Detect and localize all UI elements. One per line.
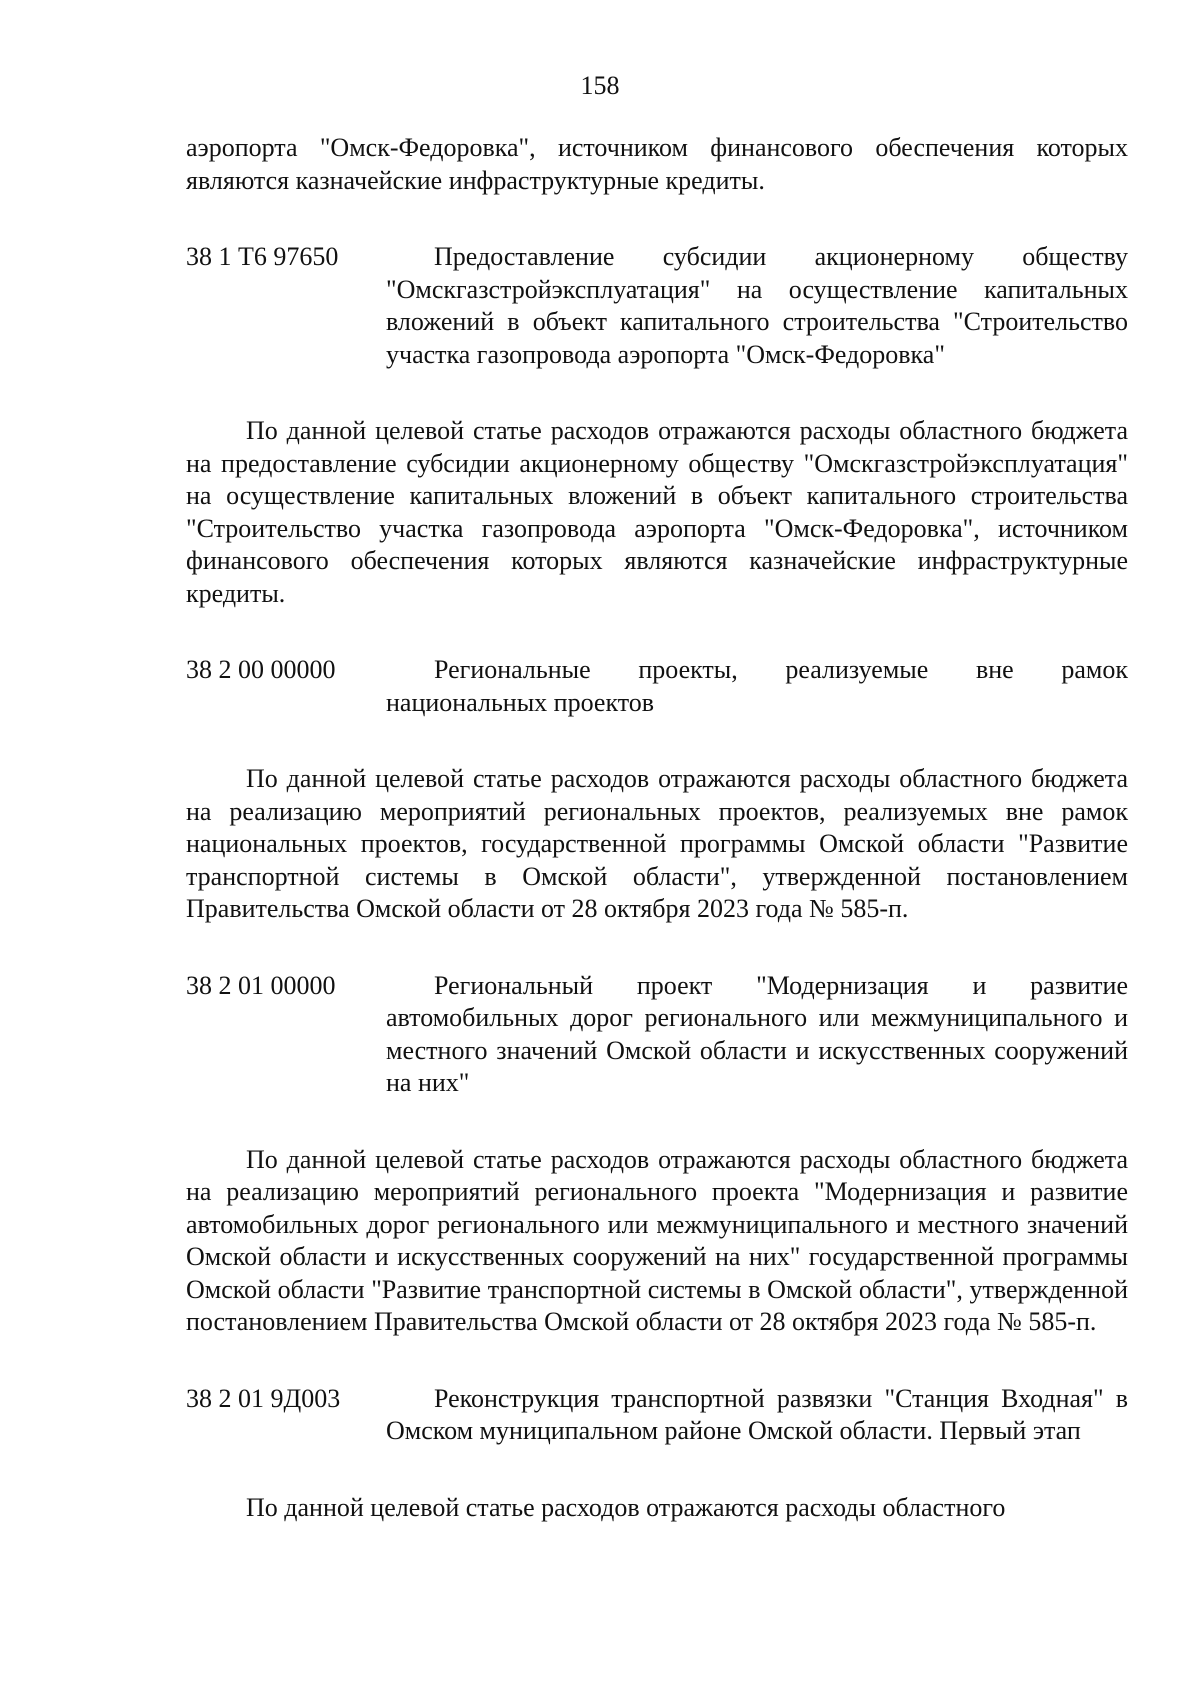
entry-code: 38 2 01 00000 — [186, 970, 336, 1000]
entry-code: 38 2 00 00000 — [186, 655, 336, 684]
budget-entry-382019D003 — [186, 1383, 1128, 1448]
entry-title: Реконструкция транспортной развязки "Станция Входная" в Омском муниципальном районе Омской области. Первый этап — [386, 1383, 1128, 1445]
paragraph-description: По данной целевой статье расходов отражаются расходы областного бюджета на предоставление субсидии акционерному обществу "Омскгазстройэксплуатация" на осуществление капитальных вложений в объект капитального строительства "Строительство участка газопровода аэропорта "Омск-Федоровка", источником финансового обеспечения которых являются казначейские инфраструктурные кредиты. — [186, 416, 1128, 608]
entry-title: Региональные проекты, реализуемые вне рамок национальных проектов — [386, 655, 1128, 717]
paragraph-description: По данной целевой статье расходов отражаются расходы областного бюджета на реализацию мероприятий региональных проектов, реализуемых вне рамок национальных проектов, государственной программы Омской области "Развитие транспортной системы в Омской области", утвержденной постановлением Правительства Омской области от 28 октября 2023 года № 585-п. — [186, 764, 1128, 923]
document-body — [186, 132, 1128, 1524]
paragraph-description: По данной целевой статье расходов отражаются расходы областного бюджета на реализацию мероприятий регионального проекта "Модернизация и развитие автомобильных дорог регионального или межмуниципального и местного значений Омской области и искусственных сооружений на них" государственной программы Омской области "Развитие транспортной системы в Омской области", утвержденной постановлением Правительства Омской области от 28 октября 2023 года № 585-п. — [186, 1144, 1128, 1336]
entry-title: Предоставление субсидии акционерному обществу "Омскгазстройэксплуатация" на осуществление капитальных вложений в объект капитального строительства "Строительство участка газопровода аэропорта "Омск-Федоровка" — [386, 242, 1128, 369]
budget-entry-3820000000 — [186, 654, 1128, 719]
entry-code: 38 2 01 9Д003 — [186, 1383, 341, 1413]
paragraph-continuation: аэропорта "Омск-Федоровка", источником финансового обеспечения которых являются казначейские инфраструктурные кредиты. — [186, 133, 1128, 195]
budget-entry-381T697650 — [186, 241, 1128, 371]
budget-entry-3820100000 — [186, 970, 1128, 1100]
entry-code: 38 1 Т6 97650 — [186, 242, 339, 271]
page-number: 158 — [580, 71, 620, 100]
entry-title: Региональный проект "Модернизация и развитие автомобильных дорог регионального или межмуниципального и местного значений Омской области и искусственных сооружений на них" — [386, 970, 1128, 1097]
paragraph-description: По данной целевой статье расходов отражаются расходы областного — [246, 1492, 1006, 1522]
